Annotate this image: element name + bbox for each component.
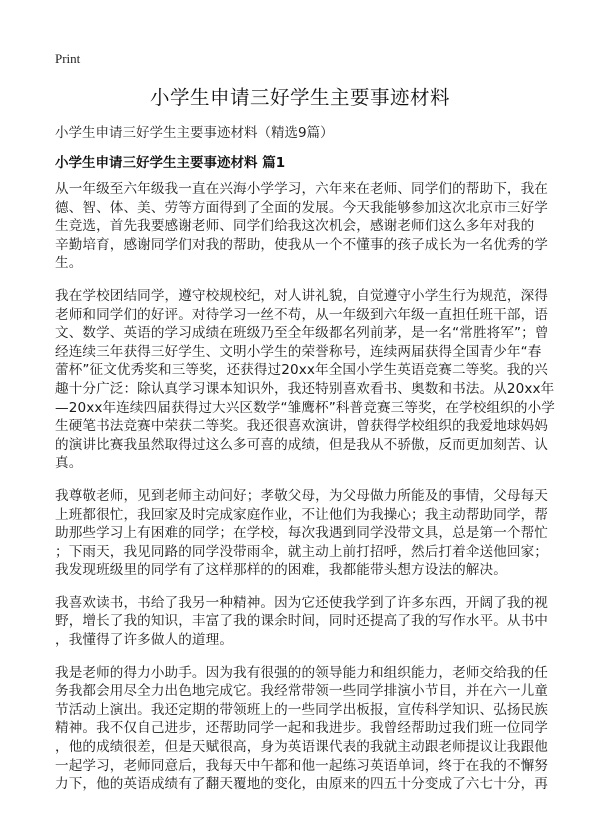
text-line: 野，增长了我的知识，丰富了我的课余时间，同时还提高了我的写作水平。从书中 <box>55 613 548 630</box>
paragraph-5 <box>55 664 550 794</box>
text-line: 趣十分广泛：除认真学习课本知识外，我还特别喜欢看书、奥数和书法。从20xx年 <box>55 380 555 397</box>
text-line: —20xx年连续四届获得过大兴区数学“雏鹰杯”科普竞赛三等奖，在学校组织的小学 <box>55 399 555 416</box>
text-line: 我是老师的得力小助手。因为我有很强的的领导能力和组织能力，老师交给我的任 <box>55 664 548 681</box>
paragraph-2 <box>55 287 555 473</box>
text-line: ；下雨天，我见同路的同学没带雨伞，就主动上前打招呼，然后打着伞送他回家； <box>55 543 548 560</box>
text-line: 生硬笔书法竞赛中荣获二等奖。我还很喜欢演讲，曾获得学校组织的我爱地球妈妈 <box>55 418 548 435</box>
paragraph-3 <box>55 487 550 580</box>
text-line: 精神。我不仅自己进步，还帮助同学一起和我进步。我曾经帮助过我们班一位同学 <box>55 720 548 737</box>
text-line: 我喜欢读书，书给了我另一种精神。因为它还使我学到了许多东西，开阔了我的视 <box>55 594 548 611</box>
paragraph-1 <box>55 180 550 273</box>
text-line: 真。 <box>55 455 83 472</box>
text-line: 老师和同学们的好评。对待学习一丝不苟，从一年级到六年级一直担任班干部，语 <box>55 306 548 323</box>
text-line: 一起学习，老师同意后，我每天中午都和他一起练习英语单词，终于在我的不懈努 <box>55 757 548 774</box>
text-line: 力下，他的英语成绩有了翻天覆地的变化，由原来的四五十分变成了六七十分，再 <box>55 776 548 793</box>
section-heading: 小学生申请三好学生主要事迹材料 篇1 <box>55 155 286 171</box>
text-line: 从一年级至六年级我一直在兴海小学学习，六年来在老师、同学们的帮助下，我在 <box>55 181 548 197</box>
text-line: 我发现班级里的同学有了这样那样的的困难，我都能带头想方设法的解决。 <box>55 562 507 579</box>
text-line: 节活动上演出。我还定期的带领班上的一些同学出板报，宣传科学知识、弘扬民族 <box>55 701 548 718</box>
text-line: 务我都会用尽全力出色地完成它。我经常带领一些同学排演小节目，并在六一儿童 <box>55 683 548 700</box>
text-line: 生竞选，首先我要感谢老师、同学们给我这次机会，感谢老师们这么多年对我的 <box>55 218 535 235</box>
text-line: 我在学校团结同学，遵守校规校纪，对人讲礼貌，自觉遵守小学生行为规范，深得 <box>55 287 548 304</box>
text-line: 经连续三年获得三好学生、文明小学生的荣誉称号，连续两届获得全国青少年“春 <box>55 343 542 360</box>
text-line: 文、数学、英语的学习成绩在班级乃至全年级都名列前茅，是一名“常胜将军”；曾 <box>55 325 549 342</box>
document-subtitle: 小学生申请三好学生主要事迹材料（精选9篇） <box>55 125 334 141</box>
text-line: ，我懂得了许多做人的道理。 <box>55 632 234 649</box>
text-line: 我尊敬老师，见到老师主动问好；孝敬父母，为父母做力所能及的事情，父母每天 <box>55 487 548 504</box>
text-line: 辛勤培育，感谢同学们对我的帮助，使我从一个不懂事的孩子成长为一名优秀的学 <box>55 236 548 253</box>
document-title: 小学生申请三好学生主要事迹材料 <box>149 86 450 109</box>
text-line: 上班都很忙，我回家及时完成家庭作业，不让他们为我操心；我主动帮助同学，帮 <box>55 506 548 523</box>
paragraph-4 <box>55 594 550 650</box>
text-line: 生。 <box>55 255 83 272</box>
text-line: 蕾杯”征文优秀奖和三等奖，还获得过20xx年全国小学生英语竞赛二等奖。我的兴 <box>55 362 548 379</box>
text-line: 助那些学习上有困难的同学；在学校，每次我遇到同学没带文具，总是第一个帮忙 <box>55 525 548 542</box>
text-line: 的演讲比赛我虽然取得过这么多可喜的成绩，但是我从不骄傲，反而更加刻苦、认 <box>55 436 548 453</box>
document-body <box>55 180 555 808</box>
text-line: ，他的成绩很差，但是天赋很高，身为英语课代表的我就主动跟老师提议让我跟他 <box>55 739 548 756</box>
print-label: Print <box>55 51 81 66</box>
text-line: 德、智、体、美、劳等方面得到了全面的发展。今天我能够参加这次北京市三好学 <box>55 199 548 216</box>
